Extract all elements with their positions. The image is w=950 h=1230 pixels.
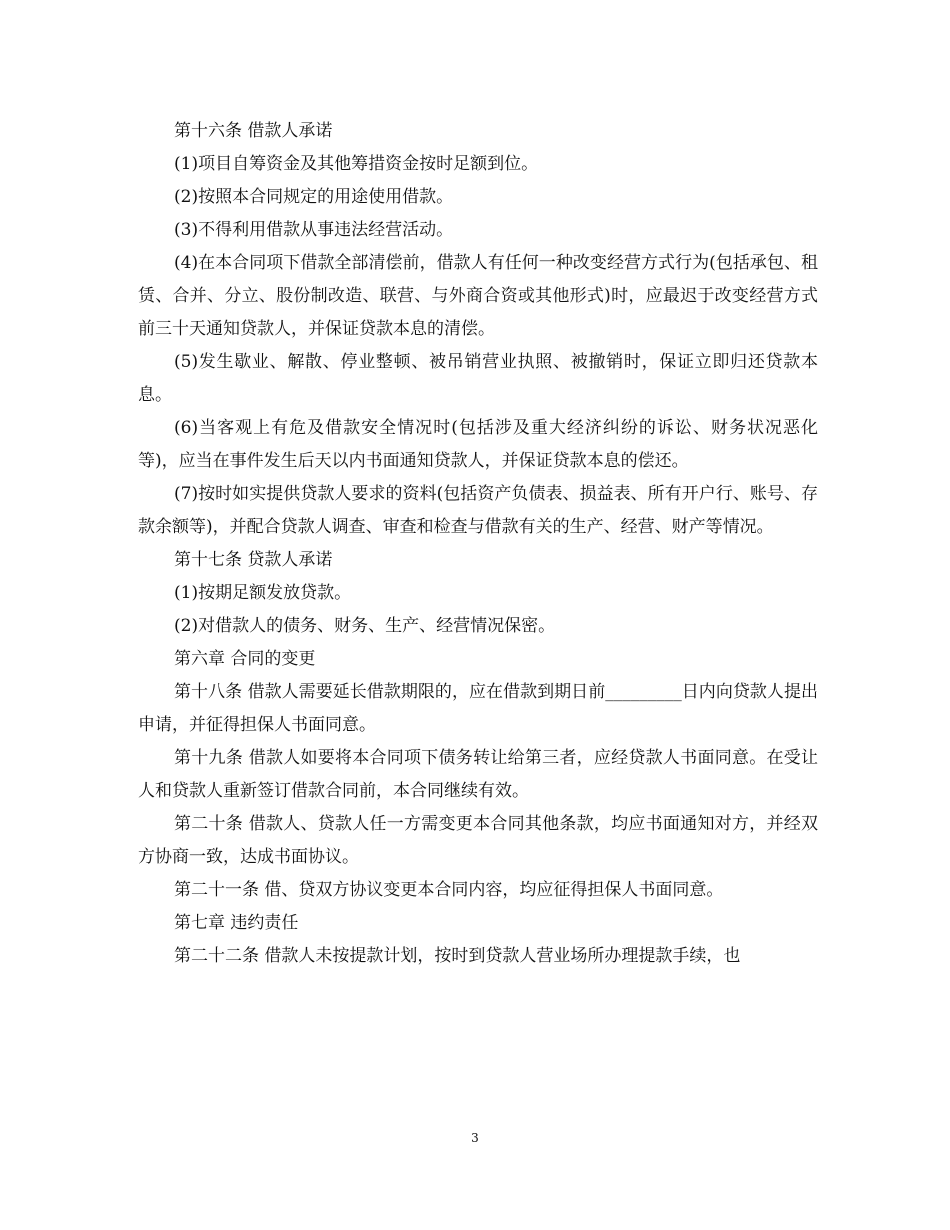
article-16-item-7: (7)按时如实提供贷款人要求的资料(包括资产负债表、损益表、所有开户行、账号、存款余额等)，并配合贷款人调查、审查和检查与借款有关的生产、经营、财产等情况。 bbox=[138, 484, 818, 537]
article-20: 第二十条 借款人、贷款人任一方需变更本合同其他条款，均应书面通知对方，并经双方协商一致，达成书面协议。 bbox=[138, 814, 818, 867]
article-17-item-2: (2)对借款人的债务、财务、生产、经营情况保密。 bbox=[174, 616, 556, 636]
article-16-item-6: (6)当客观上有危及借款安全情况时(包括涉及重大经济纠纷的诉讼、财务状况恶化等)，应当在事件发生后天以内书面通知贷款人，并保证贷款本息的偿还。 bbox=[138, 418, 818, 471]
article-17-item-1: (1)按期足额发放贷款。 bbox=[174, 583, 352, 603]
article-16-item-3: (3)不得利用借款从事违法经营活动。 bbox=[174, 220, 454, 240]
article-16-item-2: (2)按照本合同规定的用途使用借款。 bbox=[174, 187, 454, 207]
chapter-7-heading: 第七章 违约责任 bbox=[174, 913, 299, 933]
article-21: 第二十一条 借、贷双方协议变更本合同内容，均应征得担保人书面同意。 bbox=[174, 880, 724, 900]
article-22: 第二十二条 借款人未按提款计划，按时到贷款人营业场所办理提款手续，也 bbox=[174, 946, 741, 966]
article-18: 第十八条 借款人需要延长借款期限的，应在借款到期日前_________日内向贷款人提出申请，并征得担保人书面同意。 bbox=[138, 682, 818, 735]
article-16-item-5: (5)发生歇业、解散、停业整顿、被吊销营业执照、被撤销时，保证立即归还贷款本息。 bbox=[138, 352, 818, 405]
chapter-6-heading: 第六章 合同的变更 bbox=[174, 649, 316, 669]
article-16-item-1: (1)项目自筹资金及其他筹措资金按时足额到位。 bbox=[174, 154, 539, 174]
article-16-item-4: (4)在本合同项下借款全部清偿前，借款人有任何一种改变经营方式行为(包括承包、租赁、合并、分立、股份制改造、联营、与外商合资或其他形式)时，应最迟于改变经营方式前三十天通知贷款人，并保证贷款本息的清偿。 bbox=[138, 253, 818, 339]
article-16-heading: 第十六条 借款人承诺 bbox=[174, 121, 333, 141]
page-number: 3 bbox=[471, 1131, 479, 1145]
article-19: 第十九条 借款人如要将本合同项下债务转让给第三者，应经贷款人书面同意。在受让人和贷款人重新签订借款合同前，本合同继续有效。 bbox=[138, 748, 818, 801]
article-17-heading: 第十七条 贷款人承诺 bbox=[174, 550, 333, 570]
document-body bbox=[138, 115, 818, 973]
